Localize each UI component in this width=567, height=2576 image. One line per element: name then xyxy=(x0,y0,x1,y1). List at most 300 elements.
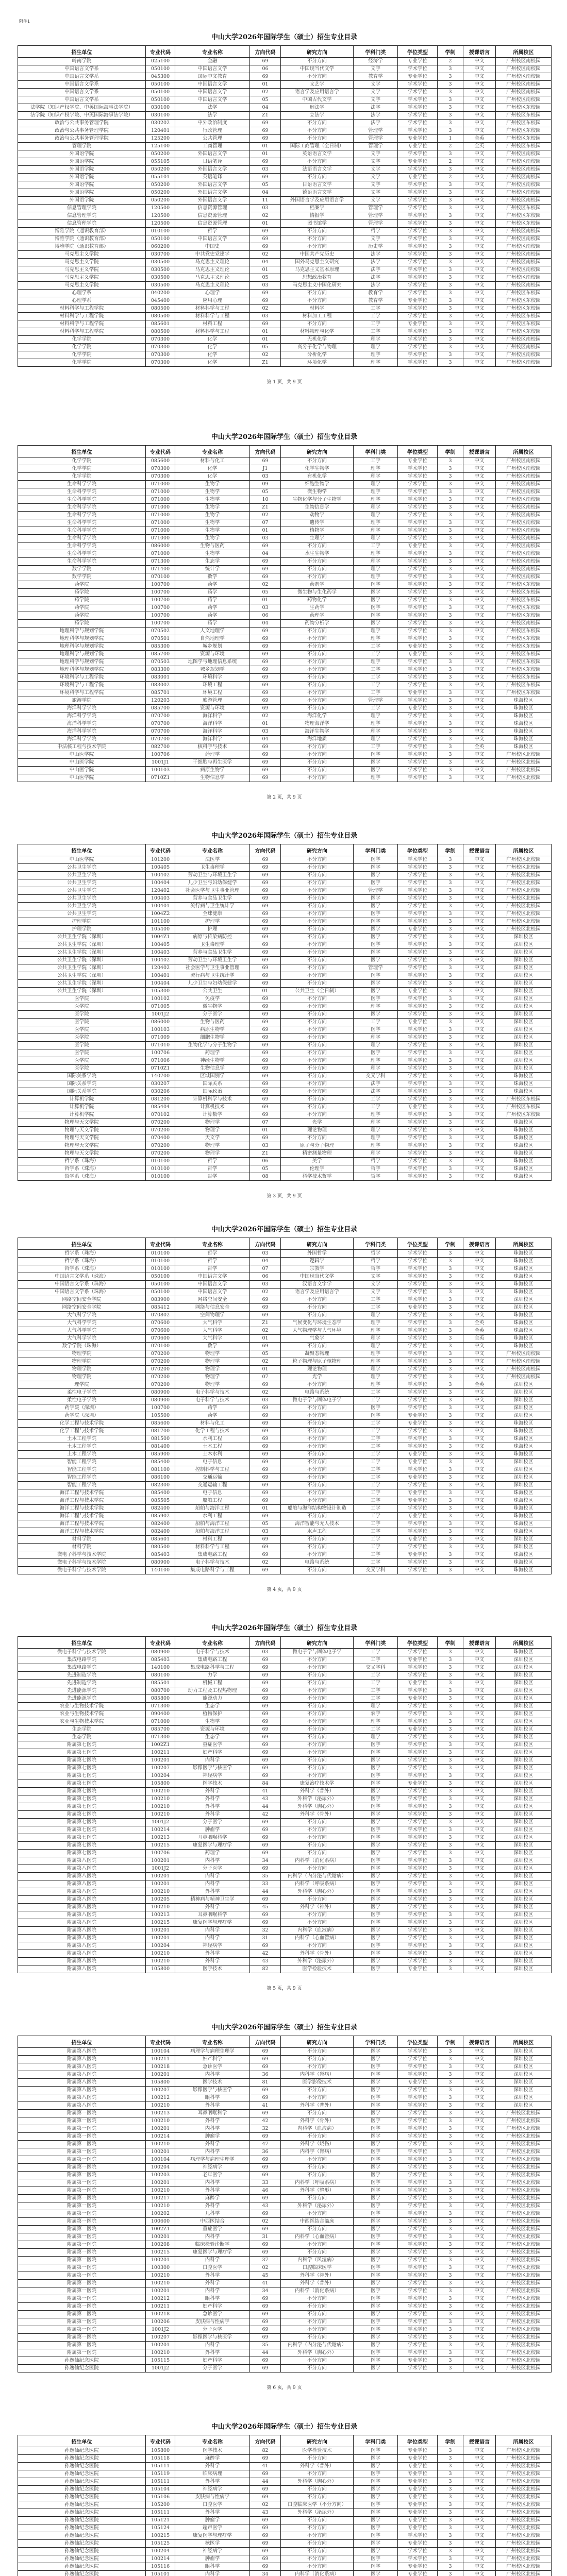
cell-direction-code: 69 xyxy=(250,1765,281,1772)
cell-research-direction: 内科学（血液病） xyxy=(281,2125,354,2133)
cell-degree-type: 学术学位 xyxy=(398,1788,438,1795)
cell-major-code: 080500 xyxy=(146,305,175,313)
cell-research-direction: 海洋化学 xyxy=(281,713,354,720)
cell-research-direction: 不分方向 xyxy=(281,1695,354,1703)
cell-discipline: 医学 xyxy=(354,2110,398,2117)
cell-major-name: 外科学 xyxy=(175,2509,250,2517)
cell-degree-type: 专业学位 xyxy=(398,174,438,181)
cell-discipline: 医学 xyxy=(354,1826,398,1834)
cell-major-name: 内科学 xyxy=(175,1873,250,1880)
cell-degree-type: 专业学位 xyxy=(398,1451,438,1459)
cell-discipline: 文学 xyxy=(354,166,398,174)
cell-language: 中文 xyxy=(463,1734,496,1741)
cell-direction-code: 69 xyxy=(250,1726,281,1734)
cell-duration: 3 xyxy=(438,359,463,367)
cell-unit: 地理科学与规划学院 xyxy=(18,651,146,658)
cell-campus: 深圳校区 xyxy=(496,1034,552,1042)
cell-research-direction: 图书馆学 xyxy=(281,220,354,228)
cell-degree-type: 专业学位 xyxy=(398,1965,438,1973)
cell-campus: 广州校区南校园 xyxy=(496,550,552,558)
cell-major-code: 010100 xyxy=(146,1250,175,1258)
cell-campus: 深圳校区 xyxy=(496,1544,552,1551)
cell-research-direction: 不分方向 xyxy=(281,174,354,181)
cell-discipline: 法学 xyxy=(354,259,398,266)
cell-unit: 哲学系（珠海） xyxy=(18,1265,146,1273)
cell-unit: 中山医学院 xyxy=(18,751,146,759)
cell-discipline: 理学 xyxy=(354,359,398,367)
cell-degree-type: 学术学位 xyxy=(398,228,438,235)
cell-research-direction: 外科学（胸心外） xyxy=(281,1888,354,1896)
cell-degree-type: 学术学位 xyxy=(398,1942,438,1950)
cell-major-code: 100212 xyxy=(146,2094,175,2102)
cell-degree-type: 学术学位 xyxy=(398,1950,438,1958)
cell-research-direction: 不分方向 xyxy=(281,1482,354,1489)
cell-unit: 海洋科学学院 xyxy=(18,705,146,713)
cell-campus: 广州校区北校园 xyxy=(496,767,552,774)
cell-unit: 计算机学院 xyxy=(18,1104,146,1111)
cell-unit: 政治与公共事务管理学院 xyxy=(18,135,146,143)
cell-campus: 深圳校区 xyxy=(496,1536,552,1544)
cell-direction-code: 43 xyxy=(250,2202,281,2210)
cell-unit: 智能工程学院 xyxy=(18,1466,146,1474)
table-row xyxy=(18,713,552,720)
cell-direction-code: 69 xyxy=(250,1073,281,1080)
cell-major-code: 070100 xyxy=(146,1343,175,1350)
cell-research-direction: 光学 xyxy=(281,1374,354,1381)
cell-direction-code: 81 xyxy=(250,2079,281,2087)
cell-duration: 3 xyxy=(438,1142,463,1150)
cell-duration: 3 xyxy=(438,2486,463,2494)
cell-unit: 农业与生物技术学院 xyxy=(18,1710,146,1718)
cell-duration: 3 xyxy=(438,2478,463,2486)
cell-discipline: 工学 xyxy=(354,313,398,320)
cell-research-direction: 法语语言文学 xyxy=(281,166,354,174)
cell-unit: 智能工程学院 xyxy=(18,1459,146,1466)
cell-unit: 附属第八医院 xyxy=(18,2056,146,2063)
cell-language: 中文 xyxy=(463,1466,496,1474)
cell-major-code: 071000 xyxy=(146,519,175,527)
cell-language: 中文 xyxy=(463,2447,496,2455)
cell-campus: 深圳校区 xyxy=(496,1888,552,1896)
cell-campus: 广州校区北校园 xyxy=(496,872,552,879)
cell-research-direction: 外科学（神外） xyxy=(281,1904,354,1911)
cell-unit: 化学学院 xyxy=(18,359,146,367)
cell-major-code: 082700 xyxy=(146,743,175,751)
cell-discipline: 文学 xyxy=(354,158,398,166)
cell-campus: 广州校区南校园 xyxy=(496,543,552,550)
table-row xyxy=(18,1656,552,1664)
cell-research-direction: 材料加工工程 xyxy=(281,313,354,320)
cell-direction-code: 69 xyxy=(250,879,281,887)
cell-language: 中文 xyxy=(463,1965,496,1973)
cell-unit: 附属第八医院 xyxy=(18,1888,146,1896)
table-row xyxy=(18,2540,552,2548)
cell-major-code: 085601 xyxy=(146,1536,175,1544)
cell-major-name: 眼科学 xyxy=(175,2295,250,2303)
cell-discipline: 理学 xyxy=(354,488,398,496)
cell-discipline: 工学 xyxy=(354,1520,398,1528)
cell-duration: 3 xyxy=(438,1003,463,1011)
cell-campus: 广州校区南校园 xyxy=(496,150,552,158)
cell-direction-code: 69 xyxy=(250,1428,281,1435)
cell-unit: 附属第七医院 xyxy=(18,1826,146,1834)
cell-direction-code: 10 xyxy=(250,496,281,504)
cell-major-name: 外科学 xyxy=(175,2463,250,2470)
cell-language: 中文 xyxy=(463,1865,496,1873)
cell-direction-code: 69 xyxy=(250,2548,281,2555)
cell-language: 中文 xyxy=(463,1680,496,1687)
table-row xyxy=(18,1327,552,1335)
cell-major-name: 神经病学 xyxy=(175,2548,250,2555)
cell-duration: 3 xyxy=(438,1404,463,1412)
table-row xyxy=(18,2524,552,2532)
header-discipline: 学科门类 xyxy=(354,844,398,856)
cell-major-code: 085400 xyxy=(146,1459,175,1466)
cell-unit: 化学学院 xyxy=(18,457,146,465)
table-row xyxy=(18,1335,552,1343)
cell-discipline: 教育学 xyxy=(354,73,398,81)
cell-discipline: 理学 xyxy=(354,573,398,581)
cell-duration: 3 xyxy=(438,1857,463,1865)
cell-major-code: 070200 xyxy=(146,1358,175,1366)
cell-degree-type: 学术学位 xyxy=(398,980,438,988)
cell-major-code: 010100 xyxy=(146,1165,175,1173)
cell-campus: 广州校区北校园 xyxy=(496,2141,552,2148)
cell-major-code: 100700 xyxy=(146,1404,175,1412)
cell-degree-type: 专业学位 xyxy=(398,1412,438,1420)
cell-unit: 计算机学院 xyxy=(18,1096,146,1104)
table-row xyxy=(18,635,552,643)
table-row xyxy=(18,1435,552,1443)
cell-discipline: 医学 xyxy=(354,1911,398,1919)
cell-direction-code: 69 xyxy=(250,1420,281,1428)
cell-unit: 信息管理学院 xyxy=(18,205,146,212)
cell-unit: 药学院 xyxy=(18,620,146,628)
cell-major-code: 105200 xyxy=(146,2501,175,2509)
cell-direction-code: 05 xyxy=(250,274,281,282)
cell-research-direction: 光学 xyxy=(281,1119,354,1127)
cell-discipline: 医学 xyxy=(354,2141,398,2148)
cell-unit: 附属第八医院 xyxy=(18,1919,146,1927)
cell-major-name: 物理学 xyxy=(175,1350,250,1358)
cell-duration: 3 xyxy=(438,1258,463,1265)
table-row xyxy=(18,1497,552,1505)
table-row xyxy=(18,628,552,635)
cell-direction-code: 69 xyxy=(250,1088,281,1096)
cell-direction-code: 69 xyxy=(250,995,281,1003)
cell-unit: 孙逸仙纪念医院 xyxy=(18,2555,146,2563)
cell-major-name: 药学 xyxy=(175,581,250,589)
cell-major-code: 071000 xyxy=(146,535,175,543)
cell-degree-type: 学术学位 xyxy=(398,2164,438,2172)
cell-research-direction: 海洋智能与无人技术 xyxy=(281,1520,354,1528)
cell-direction-code: 41 xyxy=(250,2463,281,2470)
cell-major-code: 085400 xyxy=(146,1489,175,1497)
cell-research-direction: 不分方向 xyxy=(281,228,354,235)
cell-language: 中文 xyxy=(463,1389,496,1397)
cell-major-name: 中共党史党建学 xyxy=(175,251,250,259)
cell-degree-type: 学术学位 xyxy=(398,465,438,473)
cell-duration: 3 xyxy=(438,488,463,496)
cell-language: 中文 xyxy=(463,504,496,512)
cell-research-direction: 不分方向 xyxy=(281,774,354,782)
cell-major-name: 急诊医学 xyxy=(175,2311,250,2318)
cell-research-direction: 海洋生物学 xyxy=(281,728,354,736)
cell-discipline: 工学 xyxy=(354,1397,398,1404)
table-row xyxy=(18,1513,552,1520)
cell-campus: 深圳校区 xyxy=(496,1950,552,1958)
cell-major-name: 生物学 xyxy=(175,527,250,535)
cell-unit: 国际关系学院 xyxy=(18,1088,146,1096)
cell-duration: 3 xyxy=(438,1080,463,1088)
cell-research-direction: 不分方向 xyxy=(281,1551,354,1559)
cell-duration: 3 xyxy=(438,481,463,488)
cell-unit: 地理科学与规划学院 xyxy=(18,658,146,666)
cell-language: 中文 xyxy=(463,305,496,313)
cell-direction-code: 02 xyxy=(250,2501,281,2509)
cell-unit: 生命科学学院 xyxy=(18,488,146,496)
cell-language: 中文 xyxy=(463,2102,496,2110)
cell-duration: 3 xyxy=(438,2571,463,2576)
cell-discipline: 医学 xyxy=(354,1942,398,1950)
cell-major-name: 中国语言文学 xyxy=(175,1281,250,1289)
table-row xyxy=(18,1664,552,1672)
cell-major-code: 080500 xyxy=(146,328,175,336)
cell-direction-code: 41 xyxy=(250,2280,281,2287)
cell-campus: 深圳校区 xyxy=(496,1664,552,1672)
cell-major-name: 法医学 xyxy=(175,856,250,864)
cell-major-name: 营养与食品卫生学 xyxy=(175,895,250,903)
table-row xyxy=(18,2555,552,2563)
cell-discipline: 工学 xyxy=(354,1489,398,1497)
cell-major-name: 电子科学与技术 xyxy=(175,1389,250,1397)
table-row xyxy=(18,1049,552,1057)
cell-degree-type: 专业学位 xyxy=(398,2470,438,2478)
cell-major-name: 内科学 xyxy=(175,2571,250,2576)
cell-unit: 环境科学与工程学院 xyxy=(18,689,146,697)
cell-unit: 中国语言文学系 xyxy=(18,81,146,89)
cell-campus: 深圳校区 xyxy=(496,1680,552,1687)
cell-unit: 孙逸仙纪念医院 xyxy=(18,2548,146,2555)
cell-unit: 附属第一医院 xyxy=(18,2233,146,2241)
cell-research-direction: 不分方向 xyxy=(281,1489,354,1497)
cell-unit: 中山医学院 xyxy=(18,767,146,774)
cell-duration: 3 xyxy=(438,1374,463,1381)
cell-discipline: 医学 xyxy=(354,2280,398,2287)
cell-duration: 3 xyxy=(438,1304,463,1312)
cell-research-direction: 水声工程 xyxy=(281,1528,354,1536)
cell-duration: 3 xyxy=(438,259,463,266)
cell-research-direction: 公共卫生（全日制） xyxy=(281,988,354,995)
cell-research-direction: 不分方向 xyxy=(281,1304,354,1312)
cell-degree-type: 学术学位 xyxy=(398,1428,438,1435)
cell-major-name: 城乡规划 xyxy=(175,643,250,651)
table-row xyxy=(18,980,552,988)
cell-unit: 附属第八医院 xyxy=(18,1958,146,1965)
cell-language: 中文 xyxy=(463,903,496,910)
cell-unit: 智能工程学院 xyxy=(18,1474,146,1482)
cell-unit: 环境科学与工程学院 xyxy=(18,682,146,689)
cell-degree-type: 学术学位 xyxy=(398,2233,438,2241)
cell-degree-type: 专业学位 xyxy=(398,1459,438,1466)
table-row xyxy=(18,550,552,558)
cell-research-direction: 内科学（消化系病） xyxy=(281,2287,354,2295)
table-row xyxy=(18,1788,552,1795)
cell-unit: 公共卫生学院（深圳） xyxy=(18,957,146,964)
table-row xyxy=(18,1919,552,1927)
cell-research-direction: 不分方向 xyxy=(281,926,354,934)
cell-unit: 生命科学学院 xyxy=(18,558,146,566)
cell-language: 中文 xyxy=(463,2326,496,2334)
cell-campus: 广州校区南校园 xyxy=(496,535,552,543)
cell-research-direction: 外科学（泌尿外） xyxy=(281,1958,354,1965)
cell-major-code: 050200 xyxy=(146,197,175,205)
cell-unit: 附属第八医院 xyxy=(18,1911,146,1919)
cell-degree-type: 学术学位 xyxy=(398,328,438,336)
catalog-table xyxy=(18,844,552,1181)
cell-research-direction: 不分方向 xyxy=(281,2517,354,2524)
cell-major-code: 125200 xyxy=(146,135,175,143)
cell-research-direction: 不分方向 xyxy=(281,872,354,879)
cell-major-name: 信息资源管理 xyxy=(175,212,250,220)
cell-duration: 3 xyxy=(438,957,463,964)
cell-major-code: 100700 xyxy=(146,604,175,612)
cell-major-name: 外科学 xyxy=(175,1788,250,1795)
cell-campus: 广州校区东校园 xyxy=(496,220,552,228)
cell-direction-code: 69 xyxy=(250,1304,281,1312)
cell-campus: 广州校区南校园 xyxy=(496,351,552,359)
cell-duration: 3 xyxy=(438,2071,463,2079)
cell-major-code: 100401 xyxy=(146,972,175,980)
cell-degree-type: 专业学位 xyxy=(398,1489,438,1497)
cell-major-code: 070200 xyxy=(146,1150,175,1158)
cell-duration: 3 xyxy=(438,1927,463,1935)
cell-major-name: 口腔医学 xyxy=(175,2501,250,2509)
cell-research-direction: 不分方向 xyxy=(281,1065,354,1073)
page-7 xyxy=(18,2421,551,2576)
cell-duration: 3 xyxy=(438,150,463,158)
cell-campus: 广州校区东校园 xyxy=(496,589,552,597)
cell-campus: 广州校区北校园 xyxy=(496,2540,552,2548)
cell-major-name: 内科学 xyxy=(175,1757,250,1765)
cell-research-direction: 不分方向 xyxy=(281,2563,354,2571)
table-row xyxy=(18,995,552,1003)
cell-campus: 珠海校区 xyxy=(496,1451,552,1459)
cell-major-name: 集成电路工程 xyxy=(175,1656,250,1664)
cell-language: 中文 xyxy=(463,1049,496,1057)
cell-major-name: 哲学 xyxy=(175,1165,250,1173)
table-row xyxy=(18,597,552,604)
cell-major-code: 030500 xyxy=(146,274,175,282)
cell-major-code: 100103 xyxy=(146,767,175,774)
cell-research-direction: 不分方向 xyxy=(281,1513,354,1520)
cell-degree-type: 专业学位 xyxy=(398,2455,438,2463)
cell-campus: 深圳校区 xyxy=(496,1873,552,1880)
cell-unit: 物理与天文学院 xyxy=(18,1150,146,1158)
table-row xyxy=(18,895,552,903)
cell-degree-type: 学术学位 xyxy=(398,1466,438,1474)
cell-major-code: 100210 xyxy=(146,1904,175,1911)
cell-major-code: 100600 xyxy=(146,2218,175,2226)
table-header xyxy=(18,2036,552,2048)
cell-degree-type: 学术学位 xyxy=(398,713,438,720)
cell-language: 中文 xyxy=(463,573,496,581)
cell-degree-type: 专业学位 xyxy=(398,2478,438,2486)
cell-direction-code: 04 xyxy=(250,189,281,197)
cell-direction-code: 34 xyxy=(250,2571,281,2576)
cell-duration: 3 xyxy=(438,1687,463,1695)
cell-research-direction: 不分方向 xyxy=(281,2094,354,2102)
cell-campus: 珠海校区 xyxy=(496,697,552,705)
table-row xyxy=(18,2148,552,2156)
cell-major-name: 计算数学 xyxy=(175,1111,250,1119)
table-row xyxy=(18,2349,552,2357)
cell-degree-type: 学术学位 xyxy=(398,96,438,104)
cell-discipline: 工学 xyxy=(354,1451,398,1459)
cell-discipline: 管理学 xyxy=(354,887,398,895)
cell-degree-type: 专业学位 xyxy=(398,643,438,651)
table-row xyxy=(18,1412,552,1420)
header-major-code: 专业代码 xyxy=(146,446,175,457)
cell-major-code: 070200 xyxy=(146,1374,175,1381)
table-row xyxy=(18,2187,552,2195)
cell-major-name: 电子信息 xyxy=(175,1459,250,1466)
cell-duration: 3 xyxy=(438,1904,463,1911)
cell-degree-type: 学术学位 xyxy=(398,1358,438,1366)
cell-degree-type: 学术学位 xyxy=(398,519,438,527)
cell-major-name: 康复医学与理疗学 xyxy=(175,2249,250,2257)
cell-unit: 地理科学与规划学院 xyxy=(18,666,146,674)
header-degree-type: 学位类型 xyxy=(398,1238,438,1250)
catalog-table xyxy=(18,2036,552,2372)
cell-major-name: 药理学 xyxy=(175,751,250,759)
cell-degree-type: 学术学位 xyxy=(398,1173,438,1181)
cell-discipline: 法学 xyxy=(354,251,398,259)
cell-major-code: 100201 xyxy=(146,2148,175,2156)
cell-major-code: 083300 xyxy=(146,666,175,674)
cell-duration: 3 xyxy=(438,1741,463,1749)
cell-duration: 3 xyxy=(438,1672,463,1680)
table-row xyxy=(18,305,552,313)
cell-language: 中文 xyxy=(463,1034,496,1042)
table-row xyxy=(18,872,552,879)
cell-direction-code: 69 xyxy=(250,1404,281,1412)
cell-major-name: 公共卫生 xyxy=(175,988,250,995)
cell-degree-type: 学术学位 xyxy=(398,89,438,96)
cell-campus: 珠海校区 xyxy=(496,1289,552,1296)
cell-degree-type: 学术学位 xyxy=(398,697,438,705)
cell-discipline: 医学 xyxy=(354,1788,398,1795)
cell-major-name: 耳鼻咽喉科学 xyxy=(175,2110,250,2117)
cell-unit: 附属第八医院 xyxy=(18,1857,146,1865)
cell-duration: 3 xyxy=(438,2249,463,2257)
cell-direction-code: 69 xyxy=(250,666,281,674)
cell-unit: 海洋工程与技术学院 xyxy=(18,1513,146,1520)
cell-research-direction: 外科学（普外） xyxy=(281,2280,354,2287)
page-number: 第 5 页，共 9 页 xyxy=(266,1986,302,1991)
table-row xyxy=(18,2141,552,2148)
cell-campus: 珠海校区 xyxy=(496,1165,552,1173)
table-row xyxy=(18,1127,552,1134)
cell-unit: 药学院 xyxy=(18,604,146,612)
cell-research-direction: 水生生物学 xyxy=(281,550,354,558)
cell-language: 中文 xyxy=(463,1258,496,1265)
cell-direction-code: 04 xyxy=(250,620,281,628)
cell-direction-code: 69 xyxy=(250,2532,281,2540)
cell-unit: 海洋工程与技术学院 xyxy=(18,1505,146,1513)
cell-direction-code: 69 xyxy=(250,2056,281,2063)
cell-language: 中文 xyxy=(463,73,496,81)
